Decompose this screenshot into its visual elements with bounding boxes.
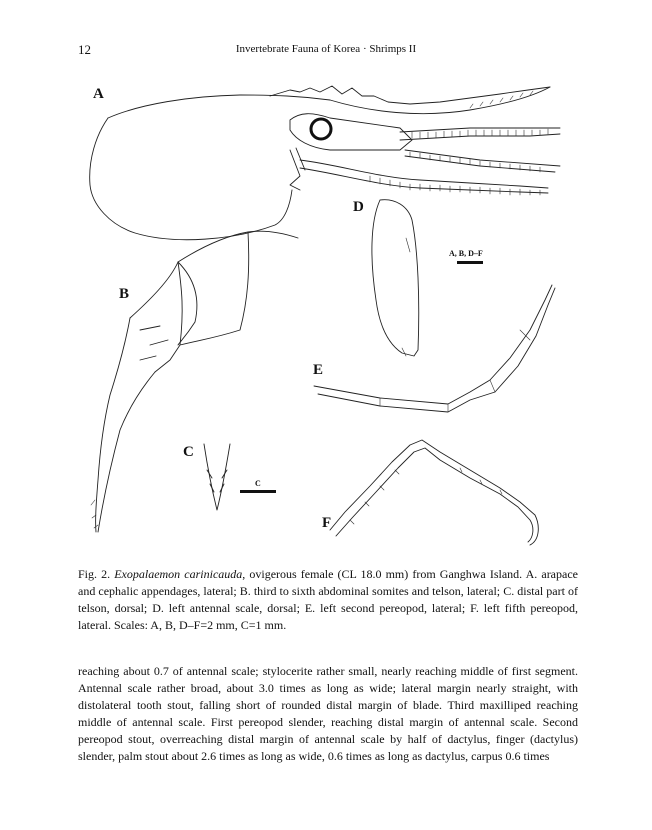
drawing-d-antennal-scale <box>372 200 419 356</box>
panel-label-d: D <box>353 199 364 215</box>
figure-caption <box>78 566 578 634</box>
running-title: Invertebrate Fauna of Korea · Shrimps II <box>235 43 417 55</box>
panel-label-c: C <box>183 444 194 460</box>
panel-label-e: E <box>313 362 324 378</box>
panel-label-f: F <box>322 515 332 531</box>
scale-bar-abdf <box>449 249 483 264</box>
drawing-f-fifth-pereopod <box>330 440 538 545</box>
drawing-e-second-pereopod <box>314 285 555 412</box>
caption-prefix: Fig. 2. <box>78 567 115 581</box>
panel-label-a: A <box>93 86 104 102</box>
scale-bar-c <box>240 479 276 493</box>
drawing-b-abdomen <box>91 231 298 532</box>
caption-text: , ovigerous female (CL 18.0 mm) from Ganghwa Island. A. arapace and cephalic appendages, lateral; B. third to sixth abdominal somites and telson, lateral; C. distal part of telson, dorsal; D. left antennal scale, dorsal; E. left second pereopod, lateral; F. left fifth pereopod, lateral. Scales: A, B, D–F=2 mm, C=1 mm. <box>78 567 578 632</box>
panel-label-b: B <box>119 286 130 302</box>
drawing-c-telson-tip <box>204 444 230 510</box>
scale-label-abdf: A, B, D–F <box>449 249 483 258</box>
caption-species-name: Exopalaemon carinicauda <box>114 567 243 581</box>
page-number: 12 <box>78 42 91 57</box>
scale-label-c: C <box>255 479 261 488</box>
drawing-a-carapace <box>90 86 560 240</box>
body-paragraph: reaching about 0.7 of antennal scale; stylocerite rather small, nearly reaching middle of first segment. Antennal scale rather broad, about 3.0 times as long as wide; lateral margin nearly straight, with distolateral tooth stout, falling short of rounded distal margin of blade. Third maxilliped reaching middle of antennal scale. First pereopod slender, reaching distal margin of antennal scale. Second pereopod stout, overreaching distal margin of antennal scale by half of dactylus, finger (dactylus) slender, palm stout about 2.6 times as long as wide, 0.6 times as long as dactylus, carpus 0.6 times <box>78 664 578 763</box>
